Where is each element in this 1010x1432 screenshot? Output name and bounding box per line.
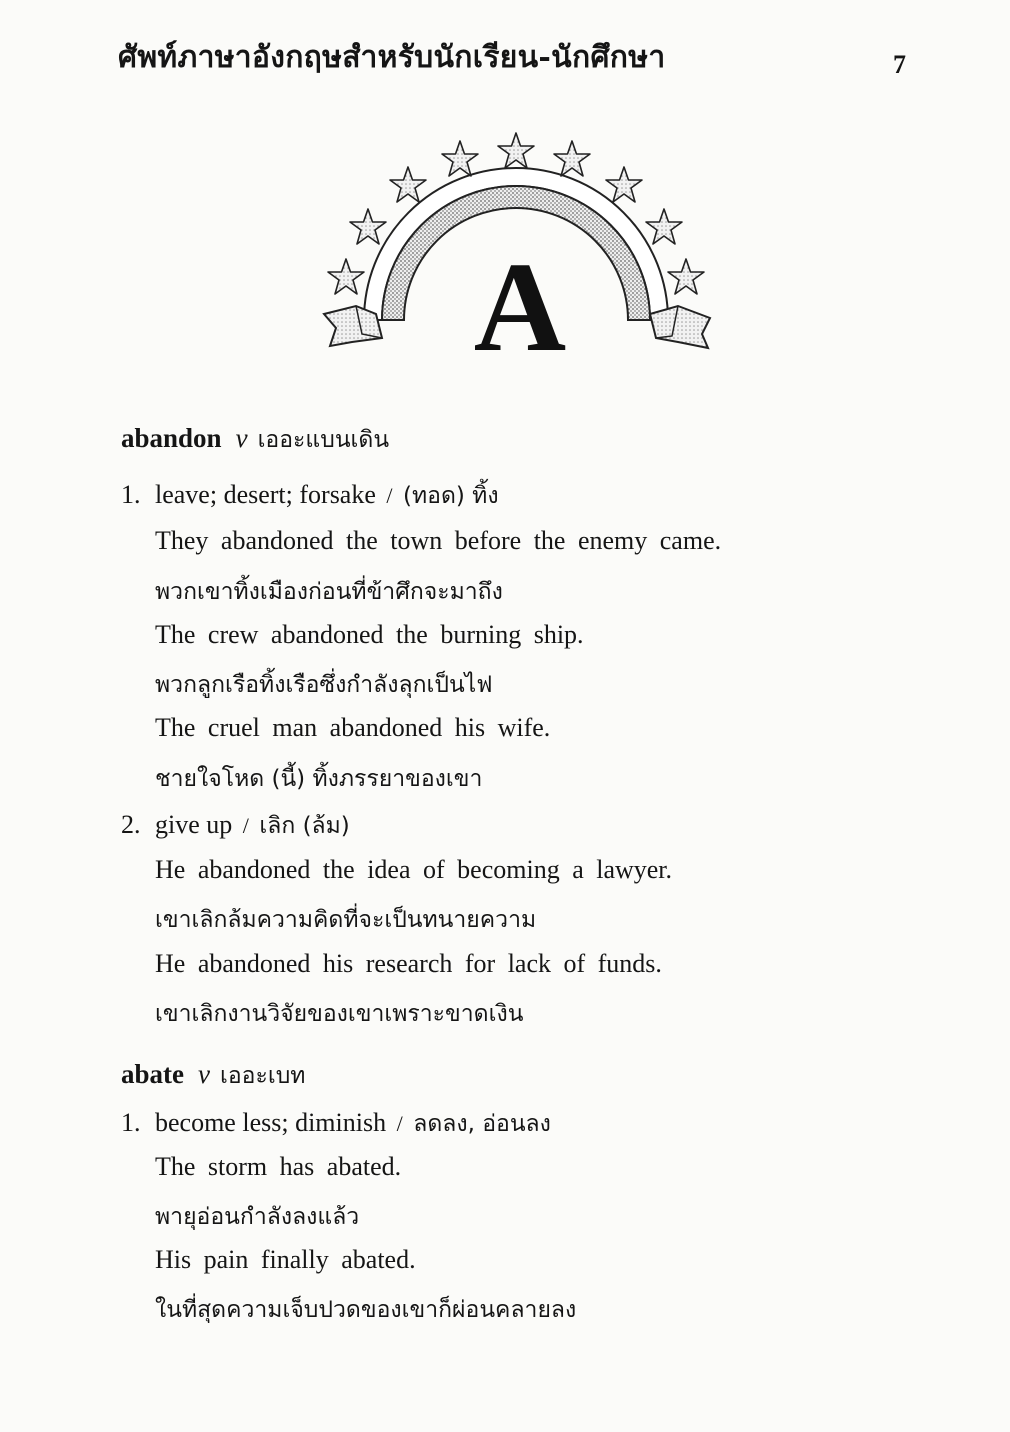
example-th: เขาเลิกล้มความคิดที่จะเป็นทนายความ <box>155 907 537 933</box>
sense-thai: (ทอด) ทิ้ง <box>403 483 499 509</box>
example-en: The storm has abated. <box>155 1152 402 1181</box>
star-icon <box>646 209 682 244</box>
star-icon <box>350 209 386 244</box>
sense-thai: ลดลง, อ่อนลง <box>413 1111 551 1137</box>
pronunciation: เออะแบนเดิน <box>257 427 390 453</box>
example-th: เขาเลิกงานวิจัยของเขาเพราะขาดเงิน <box>155 1001 524 1027</box>
sense-2 <box>121 808 350 844</box>
sense-number: 1. <box>121 480 141 509</box>
example-th: พวกลูกเรือทิ้งเรือซึ่งกำลังลุกเป็นไฟ <box>155 672 493 698</box>
sense-number: 2. <box>121 810 141 839</box>
entry-headword-abate <box>121 1058 305 1094</box>
sense-separator: / <box>242 813 249 838</box>
star-icon <box>554 141 590 176</box>
part-of-speech: v <box>198 1059 210 1089</box>
example-en: His pain finally abated. <box>155 1245 416 1274</box>
page-number: 7 <box>893 50 906 79</box>
example-en: The cruel man abandoned his wife. <box>155 713 551 742</box>
star-icon <box>390 167 426 202</box>
star-icon <box>606 167 642 202</box>
pronunciation: เออะเบท <box>219 1063 306 1089</box>
star-icon <box>442 141 478 176</box>
example-en: They abandoned the town before the enemy came. <box>155 526 722 555</box>
running-header-title: ศัพท์ภาษาอังกฤษสำหรับนักเรียน-นักศึกษา <box>118 40 666 75</box>
example-th: พวกเขาทิ้งเมืองก่อนที่ข้าศึกจะมาถึง <box>155 579 503 605</box>
star-icon <box>498 133 534 168</box>
entry-headword-abandon <box>121 422 389 458</box>
sense-separator: / <box>386 483 393 508</box>
part-of-speech: v <box>235 423 248 453</box>
example-th: ชายใจโหด (นี้) ทิ้งภรรยาของเขา <box>155 766 483 792</box>
sense-number: 1. <box>121 1108 141 1137</box>
headword: abate <box>121 1059 184 1089</box>
sense-1 <box>121 478 499 514</box>
example-th: พายุอ่อนกำลังลงแล้ว <box>155 1204 360 1230</box>
star-icon <box>668 259 704 294</box>
star-icon <box>328 259 364 294</box>
example-th: ในที่สุดความเจ็บปวดของเขาก็ผ่อนคลายลง <box>155 1297 577 1323</box>
sense-thai: เลิก (ล้ม) <box>259 813 350 839</box>
headword: abandon <box>121 423 222 453</box>
sense-1 <box>121 1106 551 1142</box>
sense-definition: become less; diminish <box>155 1108 387 1137</box>
sense-separator: / <box>396 1111 403 1136</box>
example-en: He abandoned his research for lack of funds. <box>155 949 662 978</box>
sense-definition: leave; desert; forsake <box>155 480 376 509</box>
letter-emblem <box>316 128 716 363</box>
example-en: He abandoned the idea of becoming a lawyer. <box>155 855 673 884</box>
sense-definition: give up <box>155 810 233 839</box>
example-en: The crew abandoned the burning ship. <box>155 620 584 649</box>
rainbow-stars-emblem <box>316 128 716 358</box>
section-letter: A <box>473 236 567 358</box>
